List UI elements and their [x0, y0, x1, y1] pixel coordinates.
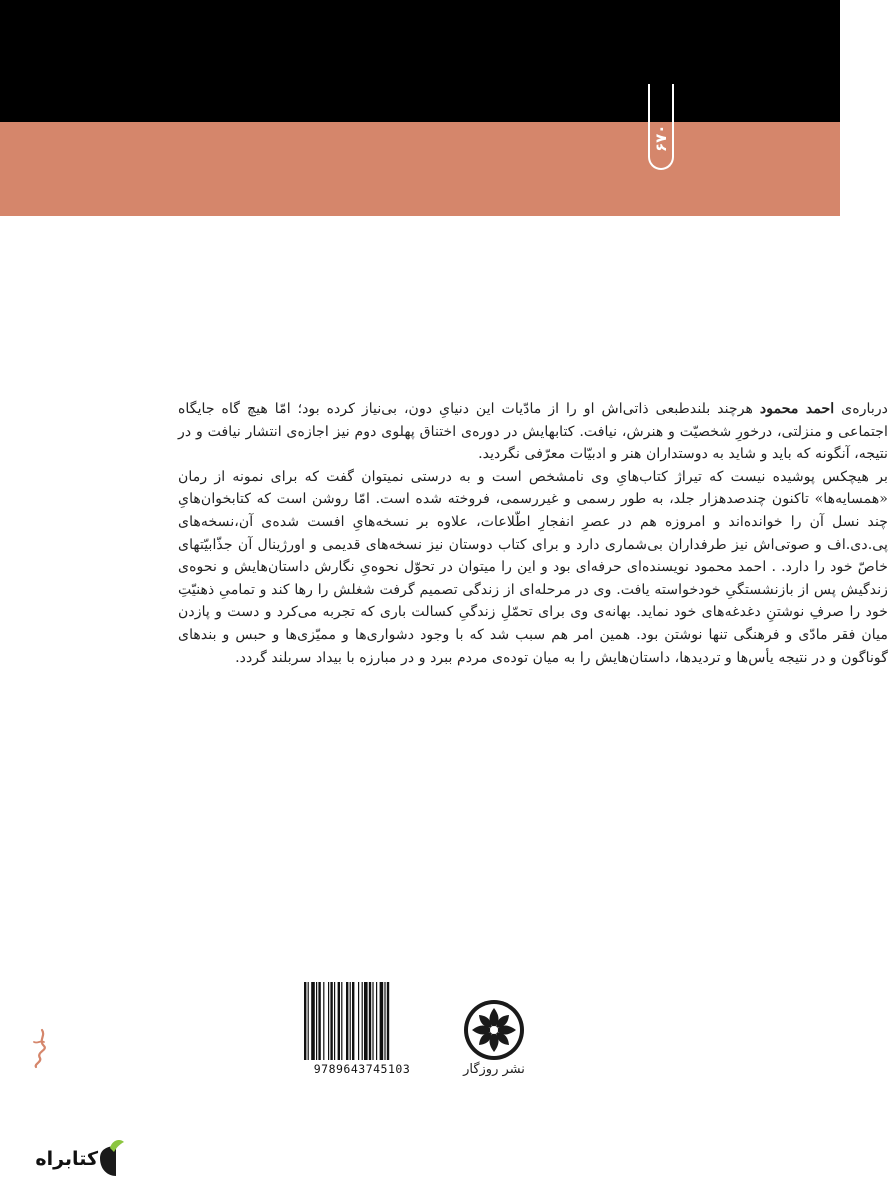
- barcode-bar: [362, 982, 363, 1060]
- barcode-bar: [338, 982, 340, 1060]
- top-black-band: [0, 0, 840, 122]
- barcode-bar: [352, 982, 354, 1060]
- barcode-bar: [384, 982, 385, 1060]
- accent-orange-band: [0, 122, 840, 216]
- barcode-bar: [350, 982, 351, 1060]
- barcode-bar: [341, 982, 342, 1060]
- back-cover-blurb: [178, 398, 888, 669]
- barcode-bar: [372, 982, 373, 1060]
- barcode-bar: [330, 982, 332, 1060]
- publisher-flower-emblem-icon: [462, 998, 526, 1062]
- blurb-paragraph-2: بر هیچکس پوشیده نیست که تیراژ کتاب‌هایِ وی نامشخص است و به درستی نمیتوان گفت که برای نمونه از رمان «همسایه‌ها» تاکنون چندصدهزار جلد، به طور رسمی و غیررسمی، فروخته شده است. امّا روشن است که کتابخوان‌هایِ چند نسل آن را خوانده‌اند و امروزه هم در عصرِ انفجارِ اطّلاعات، علاوه بر نسخه‌هایِ افست شده‌ی آن،نسخه‌های پی.دی.اف و صوتی‌اش نیز طرفداران بی‌شماری دارد و برای کتاب دوستان نیز نسخه‌های قدیمی و اورژینال آن جذّابیّتهای خاصّ خود را دارد. . احمد محمود نویسنده‌ای حرفه‌ای بود و این را میتوان در تحوّل نحوه‌یِ نگارش داستان‌هایش و نحوه‌ی زندگیش پس از بازنشستگیِ خودخواسته یافت. وی در مرحله‌ای از زندگی تصمیم گرفت شغلش را رها کند و تمامیِ ذهنیّتِ خود را صرفِ نوشتنِ دغدغه‌های خود نماید. بهانه‌ی وی برای تحمّلِ زندگیِ کسالت باری که تجربه می‌کرد و دست و پازدن میان فقر مادّی و فرهنگی تنها نوشتن بود. همین امر هم سبب شد که با وجود دشواری‌ها و ممیّزی‌ها و حبس و بندهای گوناگون و در نتیجه یأس‌ها و تردیدها، داستان‌هایش را به میان توده‌ی مردم ببرد و در مبارزه با بیداد سربلند گردد.: [178, 468, 888, 666]
- barcode-bar: [376, 982, 377, 1060]
- barcode-bar: [304, 982, 306, 1060]
- barcode-bar: [364, 982, 368, 1060]
- barcode-bar: [318, 982, 320, 1060]
- barcode-bars: [302, 982, 422, 1062]
- blurb-para1-prefix: درباره‌ی: [834, 401, 888, 417]
- barcode-bar: [369, 982, 371, 1060]
- barcode-bar: [334, 982, 335, 1060]
- barcode-bar: [380, 982, 384, 1060]
- barcode-bar: [316, 982, 317, 1060]
- isbn-digits: 9789643745103: [313, 1062, 411, 1076]
- isbn-barcode: [296, 980, 428, 1084]
- barcode-bar: [387, 982, 389, 1060]
- barcode-bar: [308, 982, 309, 1060]
- author-name: احمد محمود: [759, 401, 835, 417]
- store-leaf-icon: [96, 1138, 126, 1184]
- store-name: کتابراه: [35, 1148, 98, 1170]
- barcode-bar: [358, 982, 359, 1060]
- barcode-bar: [346, 982, 348, 1060]
- barcode-bar: [323, 982, 324, 1060]
- publisher-name: نشر روزگار: [463, 1062, 525, 1077]
- blurb-para1-rest: هرچند بلندطبعی ذاتی‌اش او را از مادّیات این دنیایِ دون، بی‌نیاز کرده بود؛ امّا هیچ گاه جایگاه اجتماعی و منزلتی، درخورِ شخصیّت و هنرش، نیافت. کتابهایش در دوره‌ی اختناق پهلوی دوم نیز اجازه‌ی انتشار نیافت و در نتیجه، آنگونه که باید و شاید به دوستداران هنر و ادبیّات معرّفی نگردید.: [178, 401, 888, 463]
- barcode-bar: [328, 982, 329, 1060]
- author-signature-icon: [28, 1028, 52, 1068]
- barcode-bar: [311, 982, 315, 1060]
- series-number: ۶۷۰: [652, 124, 670, 152]
- blurb-paragraph-1: [178, 398, 888, 466]
